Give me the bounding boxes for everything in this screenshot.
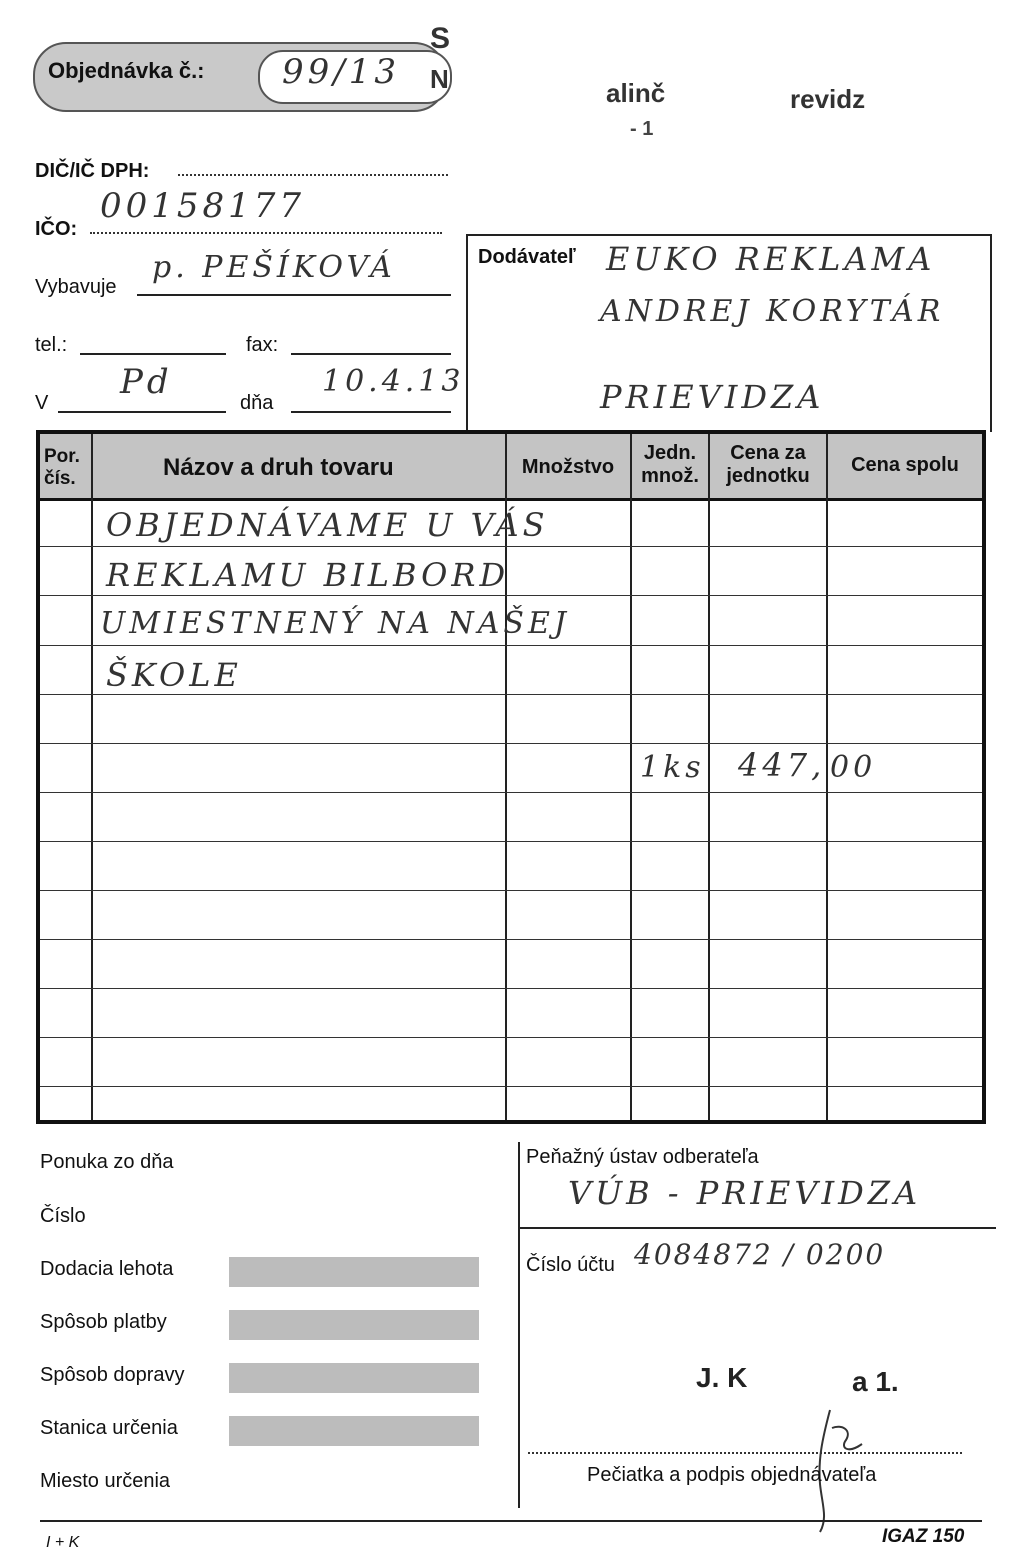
place-label: V bbox=[35, 392, 49, 414]
dic-label: DIČ/IČ DPH: bbox=[35, 160, 150, 182]
price-unit: 1ks bbox=[640, 750, 705, 785]
offer-date-label: Ponuka zo dňa bbox=[40, 1151, 174, 1173]
footer-divider bbox=[518, 1142, 520, 1508]
row-line bbox=[40, 988, 982, 989]
stamp-text-1: J. K bbox=[696, 1362, 748, 1393]
place-value: Pd bbox=[120, 362, 173, 402]
delivery-time-field[interactable] bbox=[229, 1257, 479, 1287]
fax-field[interactable] bbox=[291, 352, 451, 355]
account-label: Číslo účtu bbox=[526, 1254, 615, 1276]
bottom-rule bbox=[40, 1520, 982, 1522]
form-code: IGAZ 150 bbox=[882, 1526, 965, 1547]
account-value: 4084872 / 0200 bbox=[634, 1238, 886, 1271]
ico-value: 00158177 bbox=[100, 186, 306, 226]
destination-station-field[interactable] bbox=[229, 1416, 479, 1446]
header-unit: Jedn. množ. bbox=[641, 442, 699, 487]
tel-label: tel.: bbox=[35, 334, 68, 356]
column-divider bbox=[91, 434, 93, 1120]
faded-stamp-letter-s: S bbox=[430, 22, 451, 55]
faded-stamp-text-1: alinč bbox=[606, 78, 666, 108]
handled-by-field[interactable] bbox=[137, 293, 451, 296]
row-line bbox=[40, 645, 982, 646]
bank-value: VÚB - PRIEVIDZA bbox=[568, 1174, 922, 1212]
order-number-value: 99/13 bbox=[282, 52, 400, 92]
destination-place-label: Miesto určenia bbox=[40, 1470, 171, 1492]
header-num: Por. čís. bbox=[44, 446, 80, 489]
payment-method-label: Spôsob platby bbox=[40, 1311, 167, 1333]
supplier-line-3: PRIEVIDZA bbox=[600, 378, 825, 416]
supplier-line-2: ANDREJ KORYTÁR bbox=[600, 294, 945, 329]
price-per-unit: 447, bbox=[738, 746, 826, 784]
transport-method-label: Spôsob dopravy bbox=[40, 1364, 185, 1386]
ico-field[interactable] bbox=[90, 228, 442, 234]
row-line bbox=[40, 694, 982, 695]
row-line bbox=[40, 1037, 982, 1038]
bank-separator bbox=[518, 1227, 996, 1229]
faded-stamp-text-2: revidz bbox=[790, 84, 866, 114]
place-field[interactable] bbox=[58, 410, 226, 413]
row-line bbox=[40, 841, 982, 842]
tel-field[interactable] bbox=[80, 352, 226, 355]
printer-mark: I + K bbox=[46, 1534, 80, 1551]
number-label: Číslo bbox=[40, 1205, 86, 1227]
header-name: Názov a druh tovaru bbox=[163, 454, 394, 481]
stamp-text-2: a 1. bbox=[852, 1366, 899, 1397]
header-qty: Množstvo bbox=[521, 456, 615, 478]
column-divider bbox=[826, 434, 828, 1120]
row-line bbox=[40, 546, 982, 547]
column-divider bbox=[630, 434, 632, 1120]
row-line bbox=[40, 595, 982, 596]
row-line bbox=[40, 939, 982, 940]
faded-stamp-text-3: - 1 bbox=[630, 118, 654, 140]
price-total: 00 bbox=[830, 750, 877, 785]
row-line bbox=[40, 1086, 982, 1087]
header-unit-price: Cena za jednotku bbox=[726, 442, 810, 487]
table-row: UMIESTNENÝ NA NAŠEJ bbox=[100, 606, 570, 641]
date-value: 10.4.13 bbox=[322, 364, 465, 399]
row-line bbox=[40, 743, 982, 744]
column-divider bbox=[708, 434, 710, 1120]
payment-method-field[interactable] bbox=[229, 1310, 479, 1340]
table-row: OBJEDNÁVAME U VÁS bbox=[106, 506, 549, 544]
header-total: Cena spolu bbox=[851, 454, 959, 476]
row-line bbox=[40, 890, 982, 891]
signature-line[interactable] bbox=[528, 1452, 962, 1454]
destination-station-label: Stanica určenia bbox=[40, 1417, 178, 1439]
row-line bbox=[40, 792, 982, 793]
faded-stamp-letter-n: N bbox=[430, 64, 449, 94]
table-row: REKLAMU BILBORD bbox=[106, 556, 510, 594]
dic-field[interactable] bbox=[178, 170, 448, 176]
transport-method-field[interactable] bbox=[229, 1363, 479, 1393]
order-number-label: Objednávka č.: bbox=[48, 58, 205, 83]
handled-by-label: Vybavuje bbox=[35, 276, 117, 298]
date-label: dňa bbox=[240, 392, 274, 414]
supplier-line-1: EUKO REKLAMA bbox=[606, 240, 936, 278]
handled-by-value: p. PEŠÍKOVÁ bbox=[152, 250, 396, 285]
signature-label: Pečiatka a podpis objednávateľa bbox=[587, 1464, 877, 1486]
supplier-label: Dodávateľ bbox=[478, 246, 576, 268]
delivery-time-label: Dodacia lehota bbox=[40, 1258, 174, 1280]
bank-label: Peňažný ústav odberateľa bbox=[526, 1146, 759, 1168]
date-field[interactable] bbox=[291, 410, 451, 413]
ico-label: IČO: bbox=[35, 218, 78, 240]
table-row: ŠKOLE bbox=[106, 656, 242, 694]
fax-label: fax: bbox=[246, 334, 279, 356]
